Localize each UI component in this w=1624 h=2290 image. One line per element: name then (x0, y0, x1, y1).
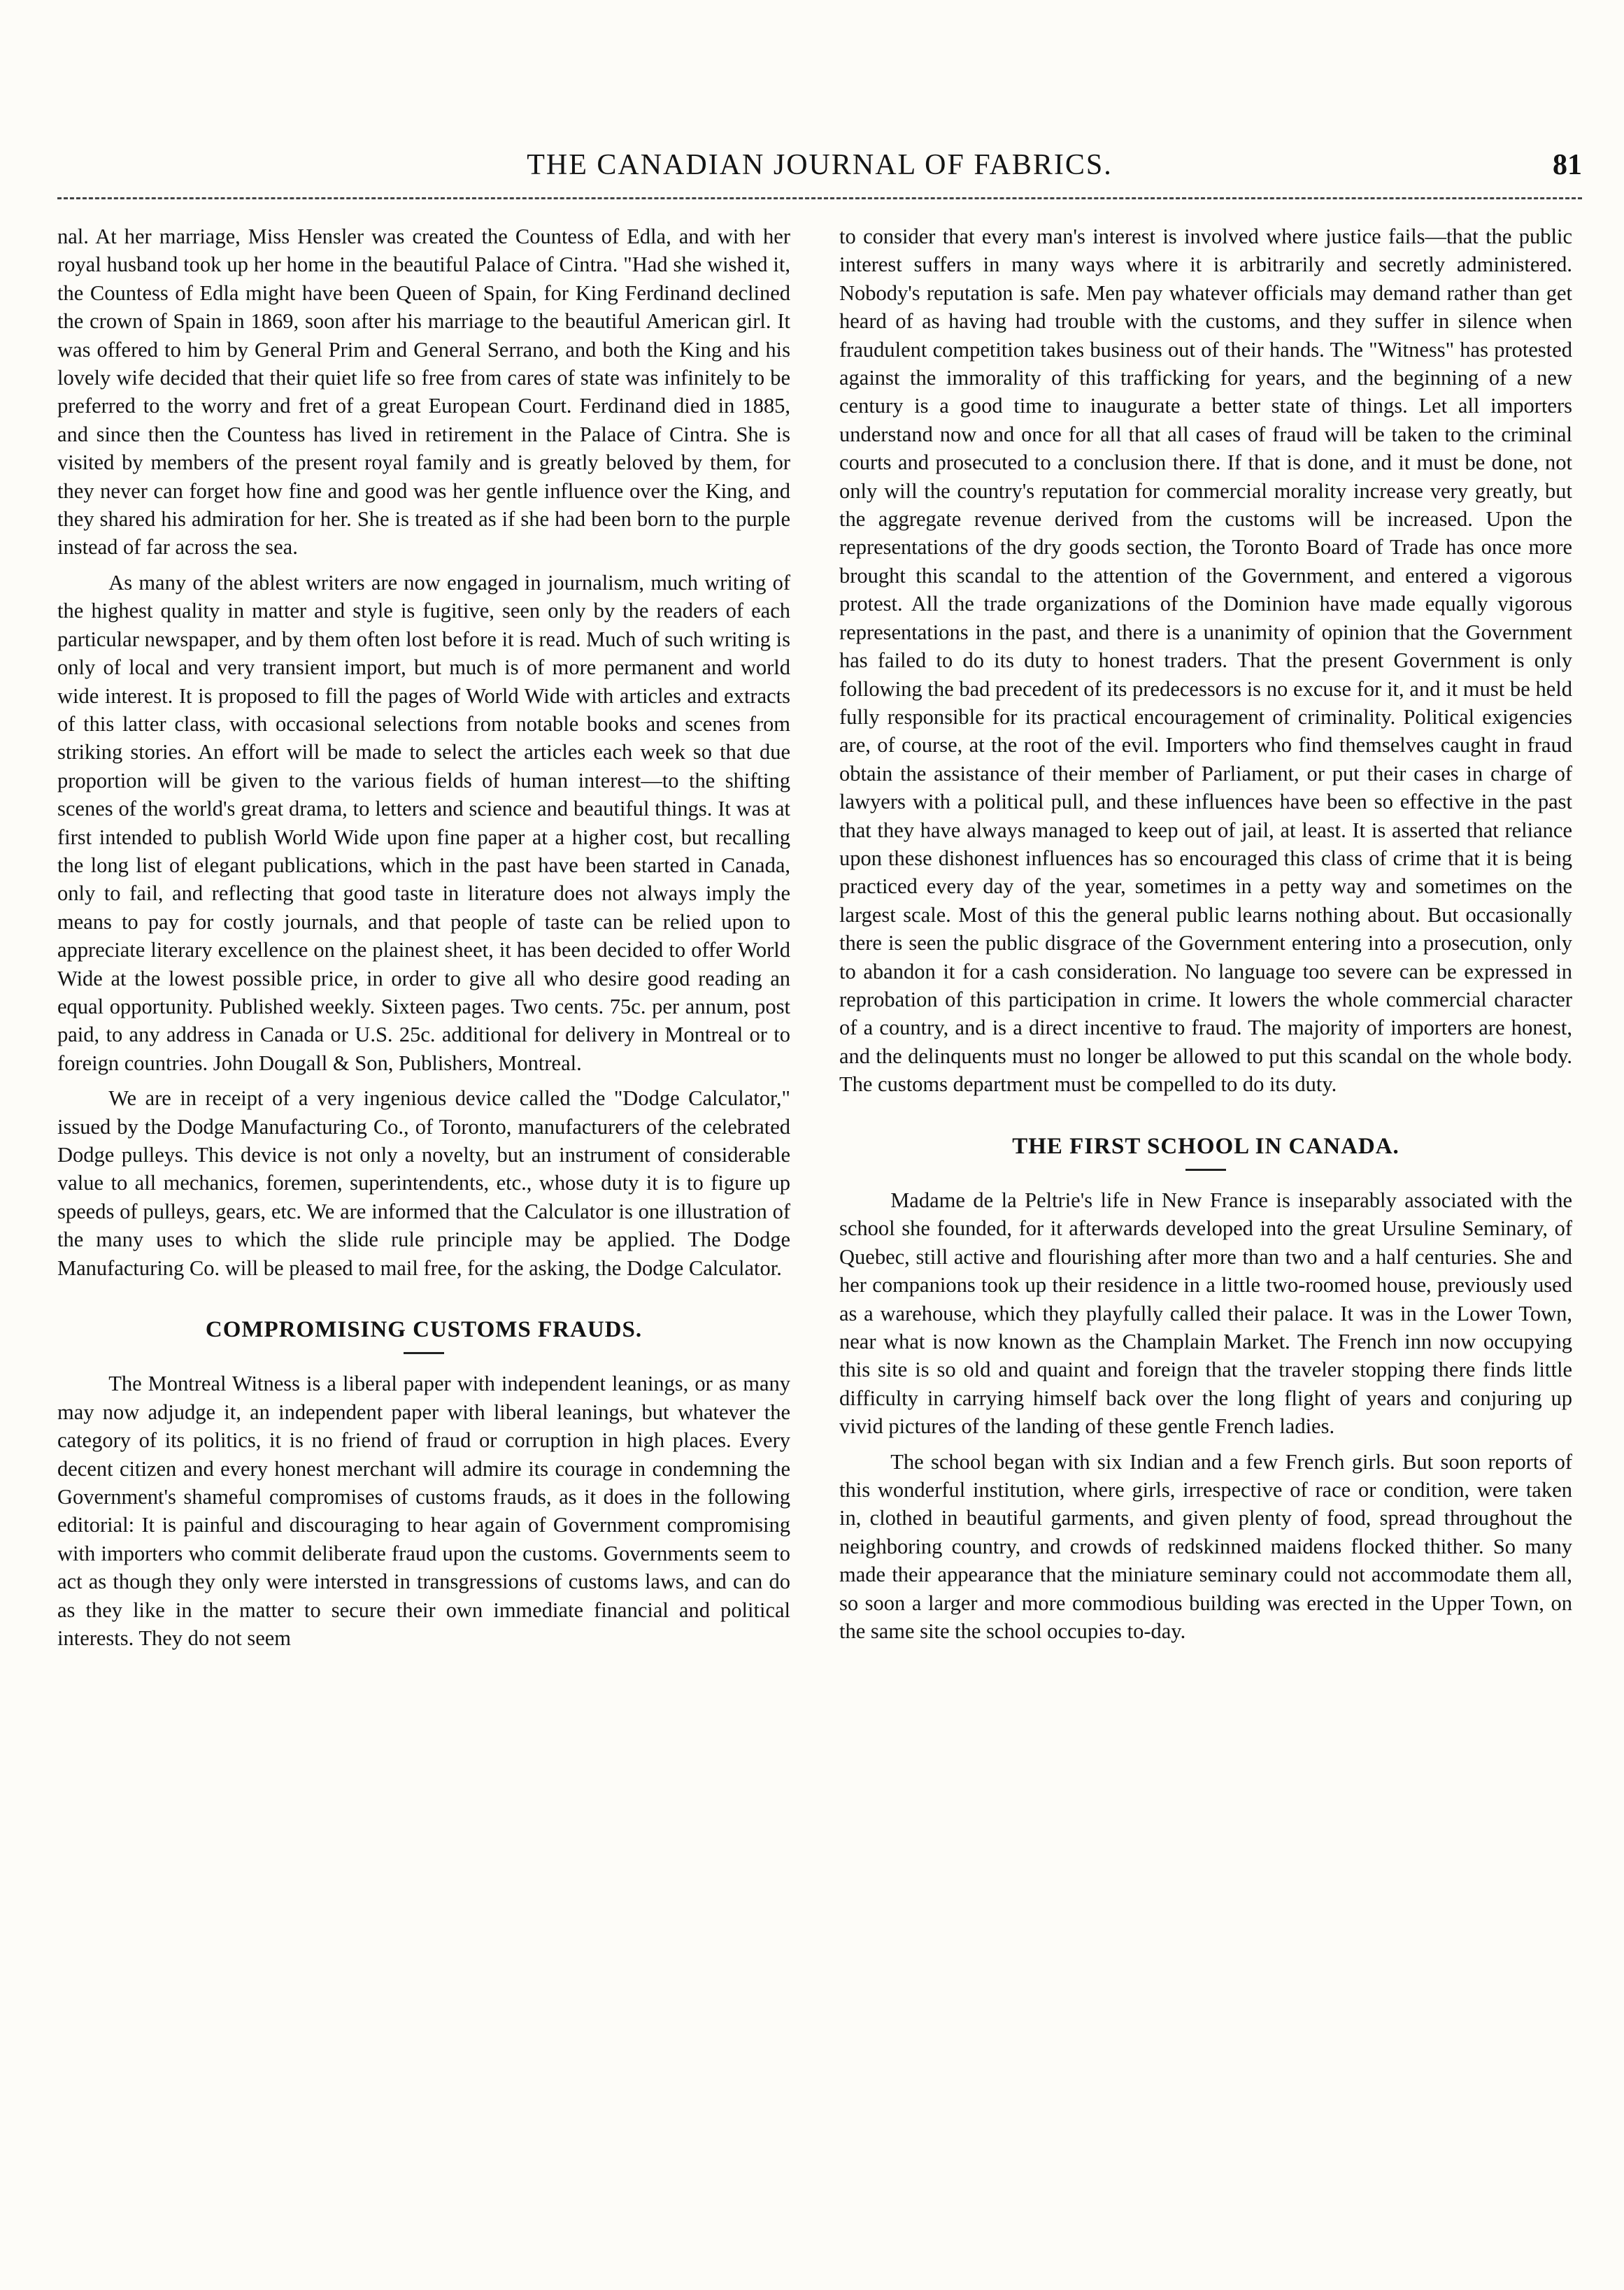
heading-rule (1185, 1169, 1226, 1171)
section-heading-customs-frauds: COMPROMISING CUSTOMS FRAUDS. (205, 1317, 643, 1343)
header-rule (57, 197, 1582, 199)
article-paragraph: We are in receipt of a very ingenious device called the "Dodge Calculator," issued by the Dodge Manufacturing Co., of Toronto, manufacturers of the celebrated Dodge pulleys. This device is not only a novelty, but an instrument of considerable value to all mechanics, foremen, superintendents, etc., whose duty it is to figure up speeds of pulleys, gears, etc. We are informed that the Calculator is one illustration of the many uses to which the slide rule principle may be applied. The Dodge Manufacturing Co. will be pleased to mail free, for the asking, the Dodge Calculator. (57, 1086, 790, 1280)
journal-title: THE CANADIAN JOURNAL OF FABRICS. (527, 149, 1113, 181)
running-header (57, 148, 1582, 190)
article-paragraph: to consider that every man's interest is involved where justice fails—that the public interest suffers in many ways where it is arbitrarily and secretly administered. Nobody's reputation is safe. Men pay whatever officials may demand rather than get heard of as having had trouble with the customs, and they suffer in silence when fraudulent competition takes business out of their hands. The "Witness" has protested against the immorality of this trafficking for years, and the beginning of a new century is a good time to inaugurate a better state of things. Let all importers understand now and once for all that all cases of fraud will be taken to the criminal courts and prosecuted to a conclusion there. If that is done, and it must be done, not only will the country's reputation for commercial morality increase very greatly, but the aggregate revenue derived from the customs will be increased. Upon the representations of the dry goods section, the Toronto Board of Trade has once more brought this scandal to the attention of the Government, and entered a vigorous protest. All the trade organizations of the Dominion have made equally vigorous representations in the past, and there is a unanimity of opinion that the Government has failed to do its duty to honest traders. That the present Government is only following the bad precedent of its predecessors is no excuse for it, and it must be held fully responsible for its practical encouragement of criminality. Political exigencies are, of course, at the root of the evil. Importers who find themselves caught in fraud obtain the assistance of their member of Parliament, or put their cases in charge of lawyers with a political pull, and these influences have been so effective in the past that they have always managed to keep out of jail, at least. It is asserted that reliance upon these dishonest influences has so encouraged this class of crime that it is being practiced every day of the year, sometimes in a petty way and sometimes on the largest scale. Most of this the general public learns nothing about. But occasionally there is seen the public disgrace of the Government entering into a prosecution, only to abandon it for a cash consideration. No language too severe can be expressed in reprobation of this participation in crime. It lowers the whole commercial character of a country, and is a direct incentive to fraud. The majority of importers are honest, and the delinquents must no longer be allowed to put this scandal on the whole body. The customs department must be compelled to do its duty. (839, 225, 1572, 1097)
article-paragraph: The school began with six Indian and a few French girls. But soon reports of this wonderful institution, where girls, irrespective of race or condition, were taken in, clothed in beautiful garments, and given plenty of food, spread throughout the neighboring country, and crowds of redskinned maidens flocked thither. So many made their appearance that the miniature seminary could not accommodate them all, so soon a larger and more commodious building was erected in the Upper Town, on the same site the school occupies to-day. (839, 1449, 1572, 1644)
article-paragraph: nal. At her marriage, Miss Hensler was created the Countess of Edla, and with her royal husband took up her home in the beautiful Palace of Cintra. "Had she wished it, the Countess of Edla might have been Queen of Spain, for King Ferdinand declined the crown of Spain in 1869, soon after his marriage to the beautiful American girl. It was offered to him by General Prim and General Serrano, and both the King and his lovely wife decided that their quiet life so free from cares of state was infinitely to be preferred to the worry and fret of a great European Court. Ferdinand died in 1885, and since then the Countess has lived in retirement in the Palace of Cintra. She is visited by members of the present royal family and is greatly beloved by them, for they never can forget how fine and good was her gentle influence over the King, and they shared his admiration for her. She is treated as if she had been born to the purple instead of far across the sea. (57, 225, 790, 560)
left-column (57, 222, 790, 1653)
page-number: 81 (1553, 149, 1582, 181)
right-column (839, 222, 1572, 1646)
section-heading-first-school: THE FIRST SCHOOL IN CANADA. (1012, 1133, 1399, 1159)
heading-rule (404, 1352, 444, 1354)
article-paragraph: Madame de la Peltrie's life in New France is inseparably associated with the school she founded, for it afterwards developed into the great Ursuline Seminary, of Quebec, still active and flourishing after more than two and a half centuries. She and her companions took up their residence in a little two-roomed house, previously used as a warehouse, which they playfully called their palace. It was in the Lower Town, near what is now known as the Champlain Market. The French inn now occupying this site is so old and quaint and foreign that the traveler stopping there finds little difficulty in carrying himself back over the long flight of years and conjuring up vivid pictures of the landing of these gentle French ladies. (839, 1188, 1572, 1439)
article-paragraph: The Montreal Witness is a liberal paper with independent leanings, or as many may now adjudge it, an independent paper with liberal leanings, but whatever the category of its politics, it is no friend of fraud or corruption in high places. Every decent citizen and every honest merchant will admire its courage in condemning the Government's shameful compromises of customs frauds, as it does in the following editorial: It is painful and discouraging to hear again of Government compromising with importers who commit deliberate fraud upon the customs. Governments seem to act as though they only were intersted in transgressions of customs laws, and can do as they like in the matter to secure their own immediate financial and political interests. They do not seem (57, 1372, 790, 1651)
article-paragraph: As many of the ablest writers are now engaged in journalism, much writing of the highest quality in matter and style is fugitive, seen only by the readers of each particular newspaper, and by them often lost before it is read. Much of such writing is only of local and very transient import, but much is of more permanent and world wide interest. It is proposed to fill the pages of World Wide with articles and extracts of this latter class, with occasional selections from notable books and scenes from striking stories. An effort will be made to select the articles each week so that due proportion will be given to the various fields of human interest—to the shifting scenes of the world's great drama, to letters and science and beautiful things. It was at first intended to publish World Wide upon fine paper at a higher cost, but recalling the long list of elegant publications, which in the past have been started in Canada, only to fail, and reflecting that good taste in literature does not always imply the means to pay for costly journals, and that people of taste can be relied upon to appreciate literary excellence on the plainest sheet, it has been decided to offer World Wide at the lowest possible price, in order to give all who desire good reading an equal opportunity. Published weekly. Sixteen pages. Two cents. 75c. per annum, post paid, to any address in Canada or U.S. 25c. additional for delivery in Montreal or to foreign countries. John Dougall & Son, Publishers, Montreal. (57, 570, 790, 1075)
